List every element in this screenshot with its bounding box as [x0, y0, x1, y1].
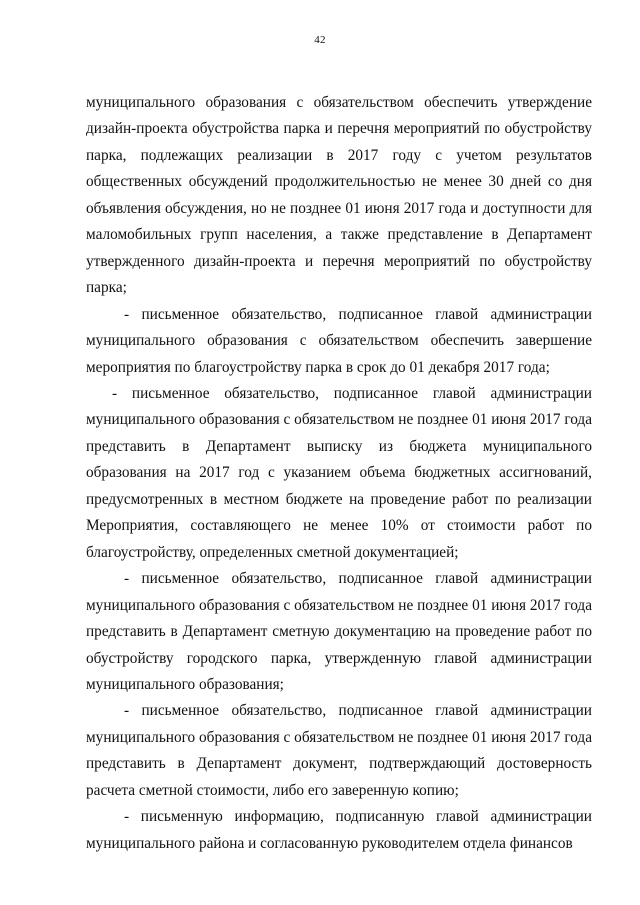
document-body — [86, 90, 592, 857]
paragraph-obligation-completion: - письменное обязательство, подписанное главой администрации муниципального образования с обязательством обеспечить завершение мероприятия по благоустройству парка в срок до 01 декабря 2017 года; — [86, 305, 592, 376]
paragraph-obligation-budget-extract: - письменное обязательство, подписанное главой администрации муниципального образования с обязательством не позднее 01 июня 2017 года представить в Департамент выписку из бюджета муниципального образования на 2017 год с указанием объема бюджетных ассигнований, предусмотренных в местном бюджете на проведение работ по реализации Мероприятия, составляющего не менее 10% от стоимости работ по благоустройству, определенных сметной документацией; — [86, 384, 592, 561]
paragraph-obligation-estimate-docs: - письменное обязательство, подписанное главой администрации муниципального образования с обязательством не позднее 01 июня 2017 года представить в Департамент сметную документацию на проведение работ по обустройству городского парка, утвержденную главой администрации муниципального образования; — [86, 570, 592, 693]
paragraph-obligation-estimate-validity: - письменное обязательство, подписанное главой администрации муниципального образования с обязательством не позднее 01 июня 2017 года представить в Департамент документ, подтверждающий достоверность расчета сметной стоимости, либо его заверенную копию; — [86, 702, 592, 799]
paragraph-continuation: муниципального образования с обязательством обеспечить утверждение дизайн-проекта обустройства парка и перечня мероприятий по обустройству парка, подлежащих реализации в 2017 году с учетом результатов общественных обсуждений продолжительностью не менее 30 дней со дня объявления обсуждения, но не позднее 01 июня 2017 года и доступности для маломобильных групп населения, а также представление в Департамент утвержденного дизайн-проекта и перечня мероприятий по обустройству парка; — [86, 94, 592, 297]
paragraph-written-information: - письменную информацию, подписанную главой администрации муниципального района и согласованную руководителем отдела финансов — [86, 808, 592, 852]
page-number: 42 — [314, 34, 326, 46]
